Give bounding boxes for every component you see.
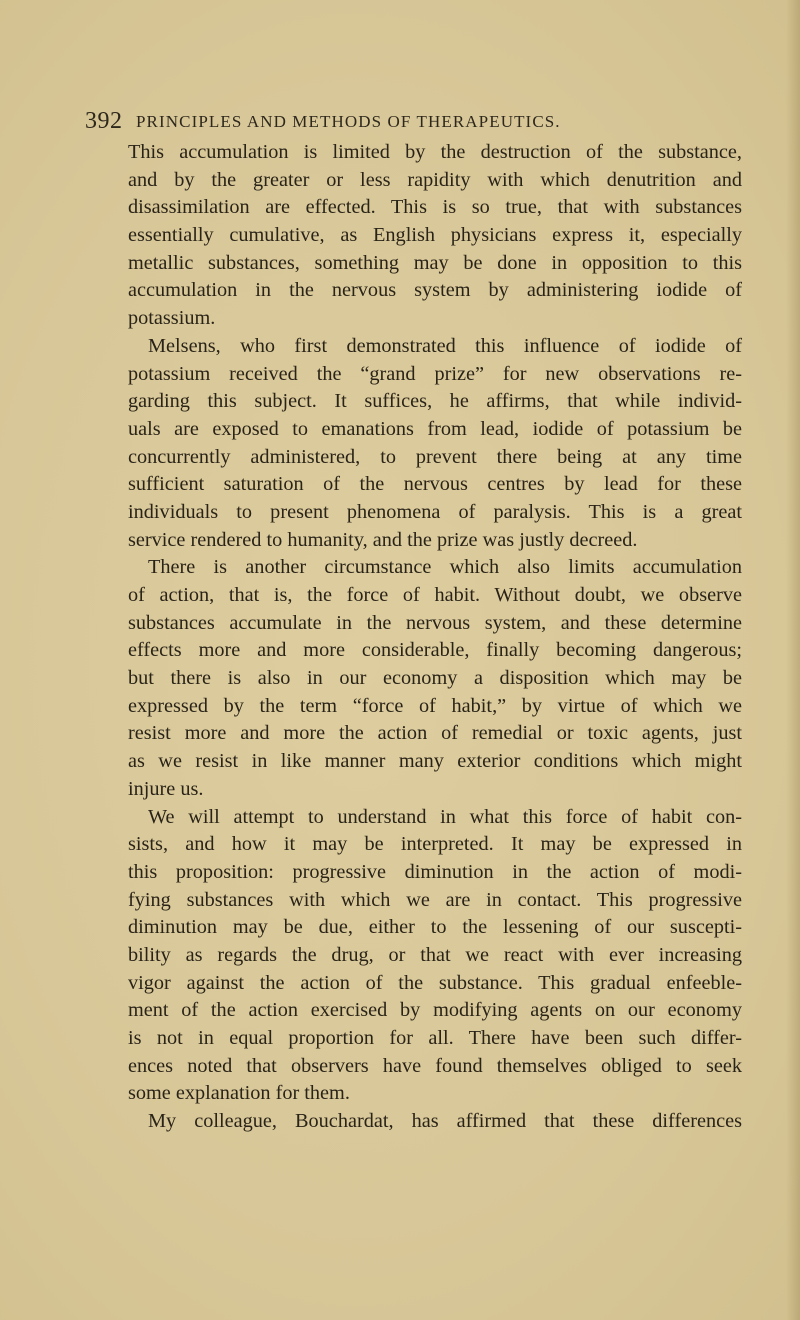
text-line: expressed by the term “force of habit,” by virtue of which we bbox=[128, 694, 742, 717]
running-title: PRINCIPLES AND METHODS OF THERAPEUTICS. bbox=[136, 112, 561, 131]
text-line: fying substances with which we are in contact. This progressive bbox=[128, 888, 742, 911]
text-line: essentially cumulative, as English physicians express it, especially bbox=[128, 224, 742, 247]
text-line: metallic substances, something may be done in opposition to this bbox=[128, 251, 742, 274]
text-line: This accumulation is limited by the destruction of the substance, bbox=[128, 141, 742, 163]
text-line: substances accumulate in the nervous system, and these determine bbox=[128, 611, 742, 634]
paragraph bbox=[128, 804, 742, 1109]
paragraph bbox=[128, 139, 742, 333]
text-line: There is another circumstance which also limits accumulation bbox=[148, 556, 742, 579]
text-line: vigor against the action of the substance. This gradual enfeeble- bbox=[128, 971, 742, 994]
text-line: sufficient saturation of the nervous centres by lead for these bbox=[128, 473, 742, 496]
paragraph bbox=[128, 554, 742, 803]
text-line: disassimilation are effected. This is so true, that with substances bbox=[128, 196, 742, 219]
text-line: of action, that is, the force of habit. Without doubt, we observe bbox=[128, 584, 742, 606]
text-line: We will attempt to understand in what this force of habit con- bbox=[148, 805, 742, 828]
text-line: individuals to present phenomena of paralysis. This is a great bbox=[128, 500, 742, 523]
text-line: some explanation for them. bbox=[128, 1082, 350, 1105]
text-line: concurrently administered, to prevent there being at any time bbox=[128, 445, 742, 468]
page-edge-shadow bbox=[786, 0, 800, 1320]
text-line: sists, and how it may be interpreted. It may be expressed in bbox=[128, 833, 742, 856]
text-line: resist more and more the action of remedial or toxic agents, just bbox=[128, 722, 742, 745]
text-line: as we resist in like manner many exterior conditions which might bbox=[128, 750, 742, 773]
text-line: but there is also in our economy a disposition which may be bbox=[128, 667, 742, 690]
text-line: garding this subject. It suffices, he affirms, that while individ- bbox=[128, 390, 742, 413]
text-line: injure us. bbox=[128, 777, 204, 800]
page-number: 392 bbox=[85, 108, 123, 134]
text-line: is not in equal proportion for all. There have been such differ- bbox=[128, 1027, 742, 1049]
paragraph bbox=[128, 1108, 742, 1136]
paragraph bbox=[128, 333, 742, 555]
text-line: effects more and more considerable, finally becoming dangerous; bbox=[128, 639, 742, 662]
text-line: potassium received the “grand prize” for new observations re- bbox=[128, 362, 742, 385]
text-line: diminution may be due, either to the lessening of our suscepti- bbox=[128, 916, 742, 939]
body-text bbox=[128, 139, 742, 1136]
text-line: Melsens, who first demonstrated this influence of iodide of bbox=[148, 334, 742, 357]
text-line: potassium. bbox=[128, 307, 216, 330]
text-line: My colleague, Bouchardat, has affirmed that these differences bbox=[148, 1110, 742, 1133]
text-line: and by the greater or less rapidity with which denutrition and bbox=[128, 168, 742, 191]
text-line: ment of the action exercised by modifying agents on our economy bbox=[128, 999, 742, 1022]
text-line: ences noted that observers have found themselves obliged to seek bbox=[128, 1054, 742, 1077]
text-line: service rendered to humanity, and the prize was justly decreed. bbox=[128, 528, 638, 551]
text-line: uals are exposed to emanations from lead, iodide of potassium be bbox=[128, 417, 742, 440]
text-line: this proposition: progressive diminution in the action of modi- bbox=[128, 860, 742, 883]
text-line: accumulation in the nervous system by administering iodide of bbox=[128, 279, 742, 302]
text-line: bility as regards the drug, or that we react with ever increasing bbox=[128, 943, 742, 966]
